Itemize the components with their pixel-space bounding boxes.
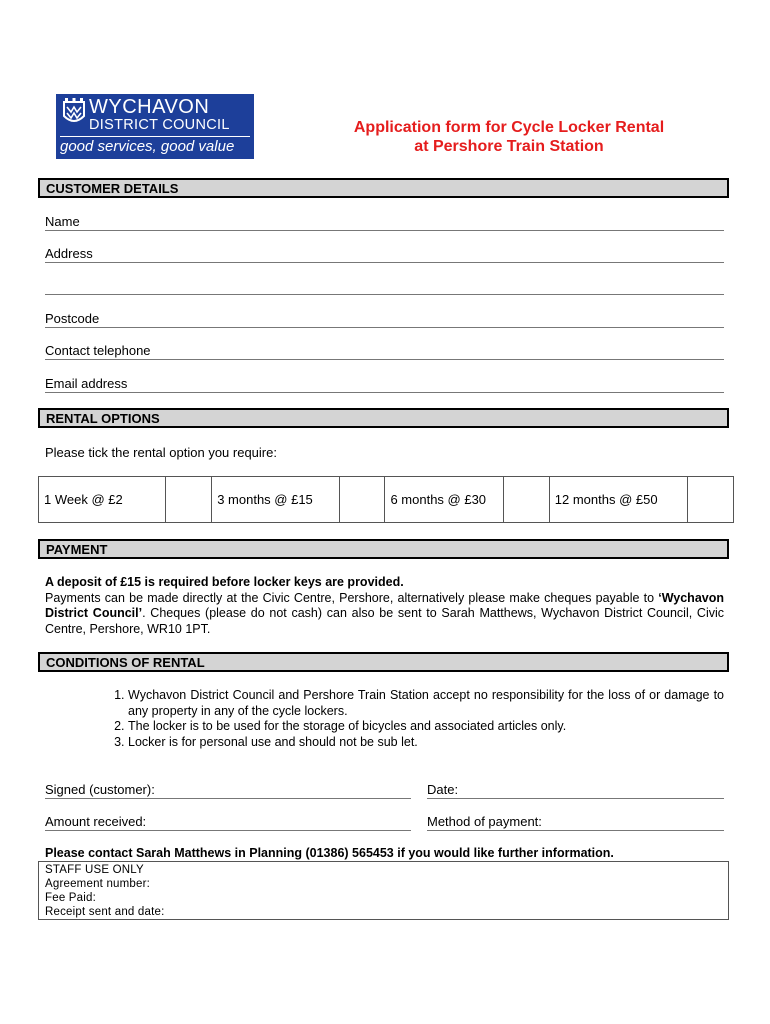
staff-use-title: STAFF USE ONLY	[45, 864, 144, 876]
amount-received-label: Amount received:	[45, 814, 147, 829]
form-title-line2: at Pershore Train Station	[414, 138, 604, 155]
payment-method-label: Method of payment:	[427, 814, 542, 829]
logo-tagline: good services, good value	[60, 138, 235, 155]
receipt-label: Receipt sent and date:	[45, 906, 165, 918]
payment-instructions	[45, 591, 724, 638]
option-tickbox[interactable]	[339, 477, 385, 523]
option-tickbox[interactable]	[688, 477, 734, 523]
condition-item: 3. Locker is for personal use and should not be sub let.	[128, 735, 724, 751]
conditions-list	[82, 688, 724, 750]
telephone-label: Contact telephone	[45, 343, 151, 358]
option-tickbox[interactable]	[504, 477, 550, 523]
rental-options-table	[38, 476, 734, 523]
payment-method-field[interactable]	[427, 814, 724, 831]
address-line2-field[interactable]	[45, 278, 724, 295]
address-label: Address	[45, 246, 93, 261]
logo-name-line1: WYCHAVON	[89, 96, 210, 118]
name-label: Name	[45, 214, 80, 229]
telephone-field[interactable]	[45, 343, 724, 360]
fee-paid-label: Fee Paid:	[45, 892, 97, 904]
option-label: 1 Week @ £2	[39, 477, 166, 523]
signature-field[interactable]	[45, 782, 411, 799]
payee-name: ‘Wychavon District Council’	[45, 590, 724, 620]
rental-options-heading: RENTAL OPTIONS	[38, 408, 729, 428]
conditions-heading: CONDITIONS OF RENTAL	[38, 652, 729, 672]
name-field[interactable]	[45, 214, 724, 231]
postcode-label: Postcode	[45, 311, 100, 326]
email-label: Email address	[45, 376, 128, 391]
option-label: 6 months @ £30	[385, 477, 504, 523]
address-field[interactable]	[45, 246, 724, 263]
payment-text-part1: Payments can be made directly at the Civic Centre, Pershore, alternatively please make cheques payable to	[45, 590, 659, 605]
amount-received-field[interactable]	[45, 814, 411, 831]
staff-use-box	[38, 861, 729, 920]
form-title-line1: Application form for Cycle Locker Rental	[353, 119, 665, 136]
condition-item: 1. Wychavon District Council and Pershore Train Station accept no responsibility for the loss of or damage to any property in any of the cycle lockers.	[128, 688, 724, 719]
postcode-field[interactable]	[45, 311, 724, 328]
option-tickbox[interactable]	[166, 477, 212, 523]
customer-details-heading: CUSTOMER DETAILS	[38, 178, 729, 198]
option-label: 12 months @ £50	[549, 477, 687, 523]
date-field[interactable]	[427, 782, 724, 799]
payment-heading: PAYMENT	[38, 539, 729, 559]
logo-divider	[60, 136, 250, 137]
payment-text	[45, 575, 724, 637]
option-label: 3 months @ £15	[212, 477, 340, 523]
signature-label: Signed (customer):	[45, 782, 155, 797]
crest-icon	[61, 98, 87, 128]
logo-name-line2: DISTRICT COUNCIL	[89, 117, 230, 133]
contact-notice: Please contact Sarah Matthews in Planning (01386) 565453 if you would like further information.	[45, 846, 614, 860]
email-field[interactable]	[45, 376, 724, 393]
date-label: Date:	[427, 782, 459, 797]
rental-instruction: Please tick the rental option you require:	[45, 445, 277, 460]
council-logo	[56, 94, 254, 159]
agreement-number-label: Agreement number:	[45, 878, 151, 890]
payment-text-part2: . Cheques (please do not cash) can also be sent to Sarah Matthews, Wychavon District Council, Civic Centre, Pershore, WR10 1PT.	[45, 606, 724, 636]
form-title	[300, 118, 718, 156]
deposit-notice: A deposit of £15 is required before locker keys are provided.	[45, 575, 404, 589]
condition-item: 2. The locker is to be used for the storage of bicycles and associated articles only.	[128, 719, 724, 735]
